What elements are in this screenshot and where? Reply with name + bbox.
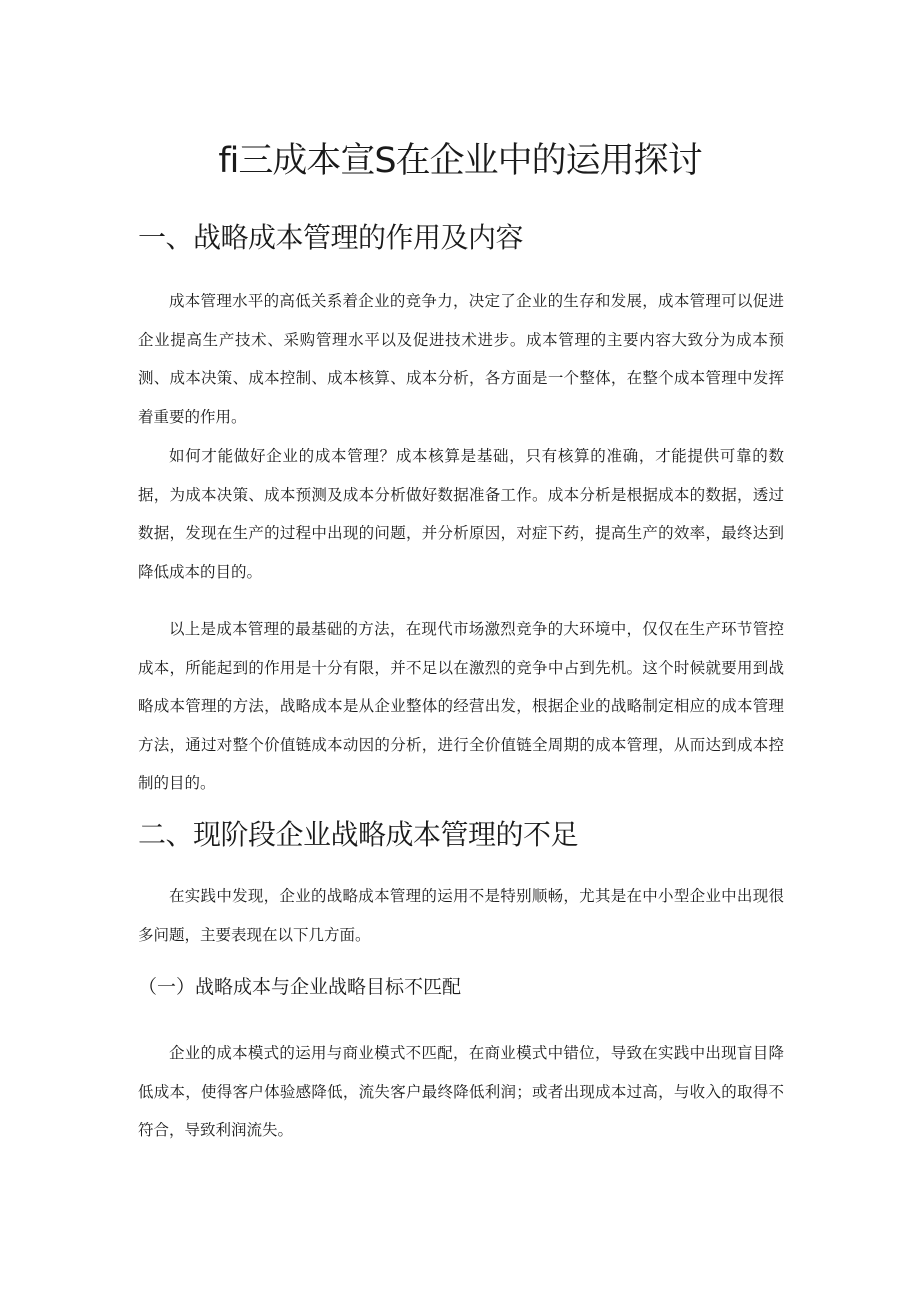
section-heading-1: 一、战略成本管理的作用及内容 bbox=[138, 221, 524, 254]
section-heading-2: 二、现阶段企业战略成本管理的不足 bbox=[138, 818, 579, 851]
section-1-paragraph-1: 成本管理水平的高低关系着企业的竞争力，决定了企业的生存和发展，成本管理可以促进企业提高生产技术、采购管理水平以及促进技术进步。成本管理的主要内容大致分为成本预测、成本决策、成本控制、成本核算、成本分析，各方面是一个整体，在整个成本管理中发挥着重要的作用。 bbox=[138, 292, 784, 426]
section-2-paragraph-1: 在实践中发现，企业的战略成本管理的运用不是特别顺畅，尤其是在中小型企业中出现很多问题，主要表现在以下几方面。 bbox=[138, 887, 784, 944]
subsection-1-paragraph-1: 企业的成本模式的运用与商业模式不匹配，在商业模式中错位，导致在实践中出现盲目降低成本，使得客户体验感降低，流失客户最终降低利润；或者出现成本过高，与收入的取得不符合，导致利润流失。 bbox=[138, 1044, 784, 1139]
section-1-paragraph-2: 如何才能做好企业的成本管理？成本核算是基础，只有核算的准确，才能提供可靠的数据，为成本决策、成本预测及成本分析做好数据准备工作。成本分析是根据成本的数据，透过数据，发现在生产的过程中出现的问题，并分析原因，对症下药，提高生产的效率，最终达到降低成本的目的。 bbox=[138, 447, 784, 581]
section-1-paragraph-3: 以上是成本管理的最基础的方法，在现代市场激烈竞争的大环境中，仅仅在生产环节管控成本，所能起到的作用是十分有限，并不足以在激烈的竞争中占到先机。这个时候就要用到战略成本管理的方法，战略成本是从企业整体的经营出发，根据企业的战略制定相应的成本管理方法，通过对整个价值链成本动因的分析，进行全价值链全周期的成本管理，从而达到成本控制的目的。 bbox=[138, 620, 784, 792]
document-title: fi三成本宣S在企业中的运用探讨 bbox=[218, 141, 702, 181]
subsection-heading-1: （一）战略成本与企业战略目标不匹配 bbox=[138, 976, 462, 998]
